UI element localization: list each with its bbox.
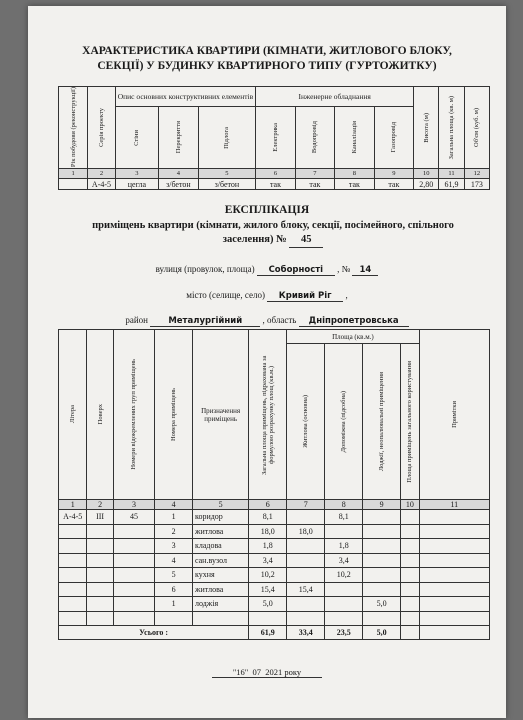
table-cell <box>59 582 87 597</box>
table-cell: 15,4 <box>287 582 325 597</box>
explication-subtitle <box>48 219 498 248</box>
table-cell <box>87 597 113 612</box>
apartment-number: 45 <box>289 233 323 248</box>
oblast-value: Дніпропетровська <box>299 316 409 327</box>
table-cell <box>287 553 325 568</box>
value-cell: цегла <box>115 179 159 190</box>
value-cell: з/бетон <box>159 179 198 190</box>
totals-row <box>59 626 490 640</box>
table-cell: 6 <box>155 582 193 597</box>
table-cell <box>87 568 113 583</box>
table-cell <box>325 611 363 626</box>
num-cell: 5 <box>198 169 256 179</box>
table-cell <box>59 611 87 626</box>
col-flooring: Підлога <box>223 126 231 149</box>
date-year: 2021 <box>265 667 283 677</box>
col-room-no: Номера приміщень <box>170 387 178 442</box>
table-cell: 8,1 <box>325 510 363 525</box>
date-suffix: року <box>284 667 302 677</box>
characteristics-table <box>58 86 490 190</box>
street-line <box>28 264 506 276</box>
col-volume: Об'єм (куб. м) <box>473 108 481 147</box>
date-line <box>28 667 506 678</box>
district-label: район <box>125 315 148 325</box>
num-cell: 6 <box>249 500 287 510</box>
date-value <box>212 667 322 678</box>
table-cell: 18,0 <box>287 524 325 539</box>
date-day: "16" <box>232 667 249 677</box>
table-cell <box>419 611 489 626</box>
table-cell <box>113 611 155 626</box>
value-cell: 173 <box>464 179 489 190</box>
district-line <box>28 315 506 327</box>
table-cell: 1,8 <box>249 539 287 554</box>
table-row <box>59 582 490 597</box>
col-year: Рік побудови (реконструкції) <box>69 87 77 168</box>
value-cell <box>59 179 88 190</box>
col-total: Загальна площа приміщень, підрахована за формулою розрахунку площ (кв.м.) <box>260 354 275 475</box>
value-cell: з/бетон <box>198 179 256 190</box>
num-cell: 11 <box>439 169 464 179</box>
column-numbers-row <box>59 169 490 179</box>
value-cell: 2,80 <box>414 179 439 190</box>
table-cell <box>325 582 363 597</box>
table-cell <box>113 568 155 583</box>
table-cell: 5,0 <box>249 597 287 612</box>
table-cell <box>87 539 113 554</box>
table-cell <box>287 510 325 525</box>
table-cell <box>419 597 489 612</box>
table-cell <box>401 582 420 597</box>
num-cell: 10 <box>414 169 439 179</box>
table-cell <box>419 539 489 554</box>
table-cell <box>287 568 325 583</box>
table-cell: 2 <box>155 524 193 539</box>
table-cell <box>249 611 287 626</box>
col-walls: Стіни <box>133 129 141 146</box>
table-cell: коридор <box>192 510 248 525</box>
table-row <box>59 597 490 612</box>
date-month: 07 <box>252 667 262 677</box>
total-cell <box>419 626 489 640</box>
table-cell <box>363 553 401 568</box>
col-area: Загальна площа (кв. м) <box>447 95 455 160</box>
num-cell: 6 <box>256 169 295 179</box>
table-cell: 3,4 <box>325 553 363 568</box>
apartment-label: заселення) № <box>222 234 287 245</box>
explication-rows <box>59 510 490 626</box>
num-cell: 8 <box>335 169 374 179</box>
table-cell <box>155 611 193 626</box>
value-cell: А-4-5 <box>88 179 115 190</box>
explication-line1: приміщень квартири (кімнати, жилого блоку, секції, посімейного, спільного <box>92 220 454 231</box>
num-cell: 11 <box>419 500 489 510</box>
col-group: Номери відокремлених груп приміщень <box>130 359 138 470</box>
num-cell: 2 <box>88 169 115 179</box>
value-cell: 61,9 <box>439 179 464 190</box>
table-cell <box>113 524 155 539</box>
num-cell: 9 <box>363 500 401 510</box>
col-living: Житлова (основна) <box>302 395 310 448</box>
table-cell <box>401 510 420 525</box>
total-cell: 5,0 <box>363 626 401 640</box>
col-notes: Примітки <box>450 401 458 428</box>
table-cell <box>87 582 113 597</box>
table-cell <box>419 553 489 568</box>
table-cell <box>401 524 420 539</box>
table-row <box>59 553 490 568</box>
col-floor: Поверх <box>96 404 104 425</box>
num-cell: 7 <box>287 500 325 510</box>
table-cell <box>87 611 113 626</box>
total-cell <box>401 626 420 640</box>
total-cell: 61,9 <box>249 626 287 640</box>
total-label: Усього : <box>59 626 249 640</box>
col-floors: Перекриття <box>174 121 182 154</box>
group-structural: Опис основних конструктивних елементів <box>115 87 256 107</box>
num-cell: 3 <box>115 169 159 179</box>
table-cell: 45 <box>113 510 155 525</box>
oblast-label: , область <box>262 315 297 325</box>
num-cell: 12 <box>464 169 489 179</box>
table-cell: 1 <box>155 597 193 612</box>
value-cell: так <box>374 179 413 190</box>
table-cell <box>419 510 489 525</box>
value-cell: так <box>295 179 334 190</box>
table-cell <box>59 568 87 583</box>
value-cell: так <box>335 179 374 190</box>
table-cell: лоджія <box>192 597 248 612</box>
num-cell: 9 <box>374 169 413 179</box>
document-page <box>28 6 506 718</box>
explication-table <box>58 329 490 640</box>
table-cell <box>363 611 401 626</box>
table-cell <box>363 539 401 554</box>
col-water: Водопровід <box>311 121 319 154</box>
table-cell: сан.вузол <box>192 553 248 568</box>
explication-title: ЕКСПЛІКАЦІЯ <box>224 204 310 216</box>
doc-title-line1: ХАРАКТЕРИСТИКА КВАРТИРИ (КІМНАТИ, ЖИТЛОВОГО БЛОКУ, <box>82 45 452 57</box>
table-cell <box>419 582 489 597</box>
table-cell <box>325 524 363 539</box>
num-cell: 7 <box>295 169 334 179</box>
num-cell: 2 <box>87 500 113 510</box>
group-area: Площа (кв.м.) <box>287 330 419 344</box>
table-cell <box>287 597 325 612</box>
num-cell: 10 <box>401 500 420 510</box>
value-cell: так <box>256 179 295 190</box>
table-cell: 18,0 <box>249 524 287 539</box>
table-cell: 10,2 <box>249 568 287 583</box>
house-number-label: , № <box>337 264 351 274</box>
house-number: 14 <box>352 265 378 276</box>
table-cell <box>287 539 325 554</box>
table-row <box>59 510 490 525</box>
table-cell <box>59 553 87 568</box>
table-cell <box>59 597 87 612</box>
num-cell: 3 <box>113 500 155 510</box>
col-sewer: Каналізація <box>350 121 358 154</box>
col-purpose: Призначення приміщень <box>192 330 248 500</box>
col-series: Серія проекту <box>97 108 105 147</box>
city-label: місто (селище, село) <box>186 290 265 300</box>
table-cell: кухня <box>192 568 248 583</box>
street-label: вулиця (провулок, площа) <box>155 264 255 274</box>
city-line: місто (селище, село) Кривий Ріг , <box>186 290 348 301</box>
table-cell <box>87 524 113 539</box>
table-row <box>59 539 490 554</box>
table-cell: III <box>87 510 113 525</box>
table-cell <box>419 568 489 583</box>
table-cell <box>87 553 113 568</box>
num-cell: 8 <box>325 500 363 510</box>
doc-title-line2: СЕКЦІЇ) У БУДИНКУ КВАРТИРНОГО ТИПУ (ГУРТОЖИТКУ) <box>97 60 437 72</box>
col-gas: Газопровід <box>390 122 398 153</box>
table-cell: 5,0 <box>363 597 401 612</box>
table-row <box>59 568 490 583</box>
characteristics-values-row <box>59 179 490 190</box>
table-cell: житлова <box>192 582 248 597</box>
col-letter: Літера <box>69 405 77 424</box>
num-cell: 4 <box>159 169 198 179</box>
total-cell: 23,5 <box>325 626 363 640</box>
table-cell: 3,4 <box>249 553 287 568</box>
table-cell <box>113 553 155 568</box>
table-cell <box>325 597 363 612</box>
table-cell: А-4-5 <box>59 510 87 525</box>
column-numbers-row <box>59 500 490 510</box>
num-cell: 4 <box>155 500 193 510</box>
table-cell: 3 <box>155 539 193 554</box>
num-cell: 1 <box>59 500 87 510</box>
street-value: Соборності <box>257 265 335 276</box>
table-cell: 4 <box>155 553 193 568</box>
table-cell: житлова <box>192 524 248 539</box>
table-row <box>59 524 490 539</box>
col-height: Висота (м) <box>422 112 430 143</box>
table-row <box>59 611 490 626</box>
table-cell <box>113 582 155 597</box>
table-cell <box>401 597 420 612</box>
col-common: Площа приміщень загального користування <box>406 360 414 483</box>
total-cell: 33,4 <box>287 626 325 640</box>
num-cell: 5 <box>192 500 248 510</box>
table-cell <box>113 539 155 554</box>
table-cell <box>363 524 401 539</box>
col-loggia: Лоджії, неопалювальні приміщення <box>378 371 386 472</box>
table-cell <box>59 539 87 554</box>
city-value: Кривий Ріг <box>267 291 343 302</box>
table-cell <box>59 524 87 539</box>
district-value: Металургійний <box>150 316 260 327</box>
table-cell <box>287 611 325 626</box>
col-electric: Електрика <box>271 123 279 152</box>
table-cell: 10,2 <box>325 568 363 583</box>
num-cell: 1 <box>59 169 88 179</box>
table-cell <box>401 539 420 554</box>
table-cell <box>419 524 489 539</box>
table-cell: 1,8 <box>325 539 363 554</box>
table-cell: 5 <box>155 568 193 583</box>
table-cell: 8,1 <box>249 510 287 525</box>
table-cell: 1 <box>155 510 193 525</box>
table-cell <box>113 597 155 612</box>
table-cell <box>192 611 248 626</box>
table-cell <box>401 611 420 626</box>
table-cell <box>363 568 401 583</box>
group-engineering: Інженерне обладнання <box>256 87 414 107</box>
table-cell <box>401 568 420 583</box>
table-cell <box>363 582 401 597</box>
table-cell <box>401 553 420 568</box>
table-cell <box>363 510 401 525</box>
table-cell: 15,4 <box>249 582 287 597</box>
table-cell: кладова <box>192 539 248 554</box>
col-aux: Допоміжна (підсобна) <box>340 390 348 453</box>
